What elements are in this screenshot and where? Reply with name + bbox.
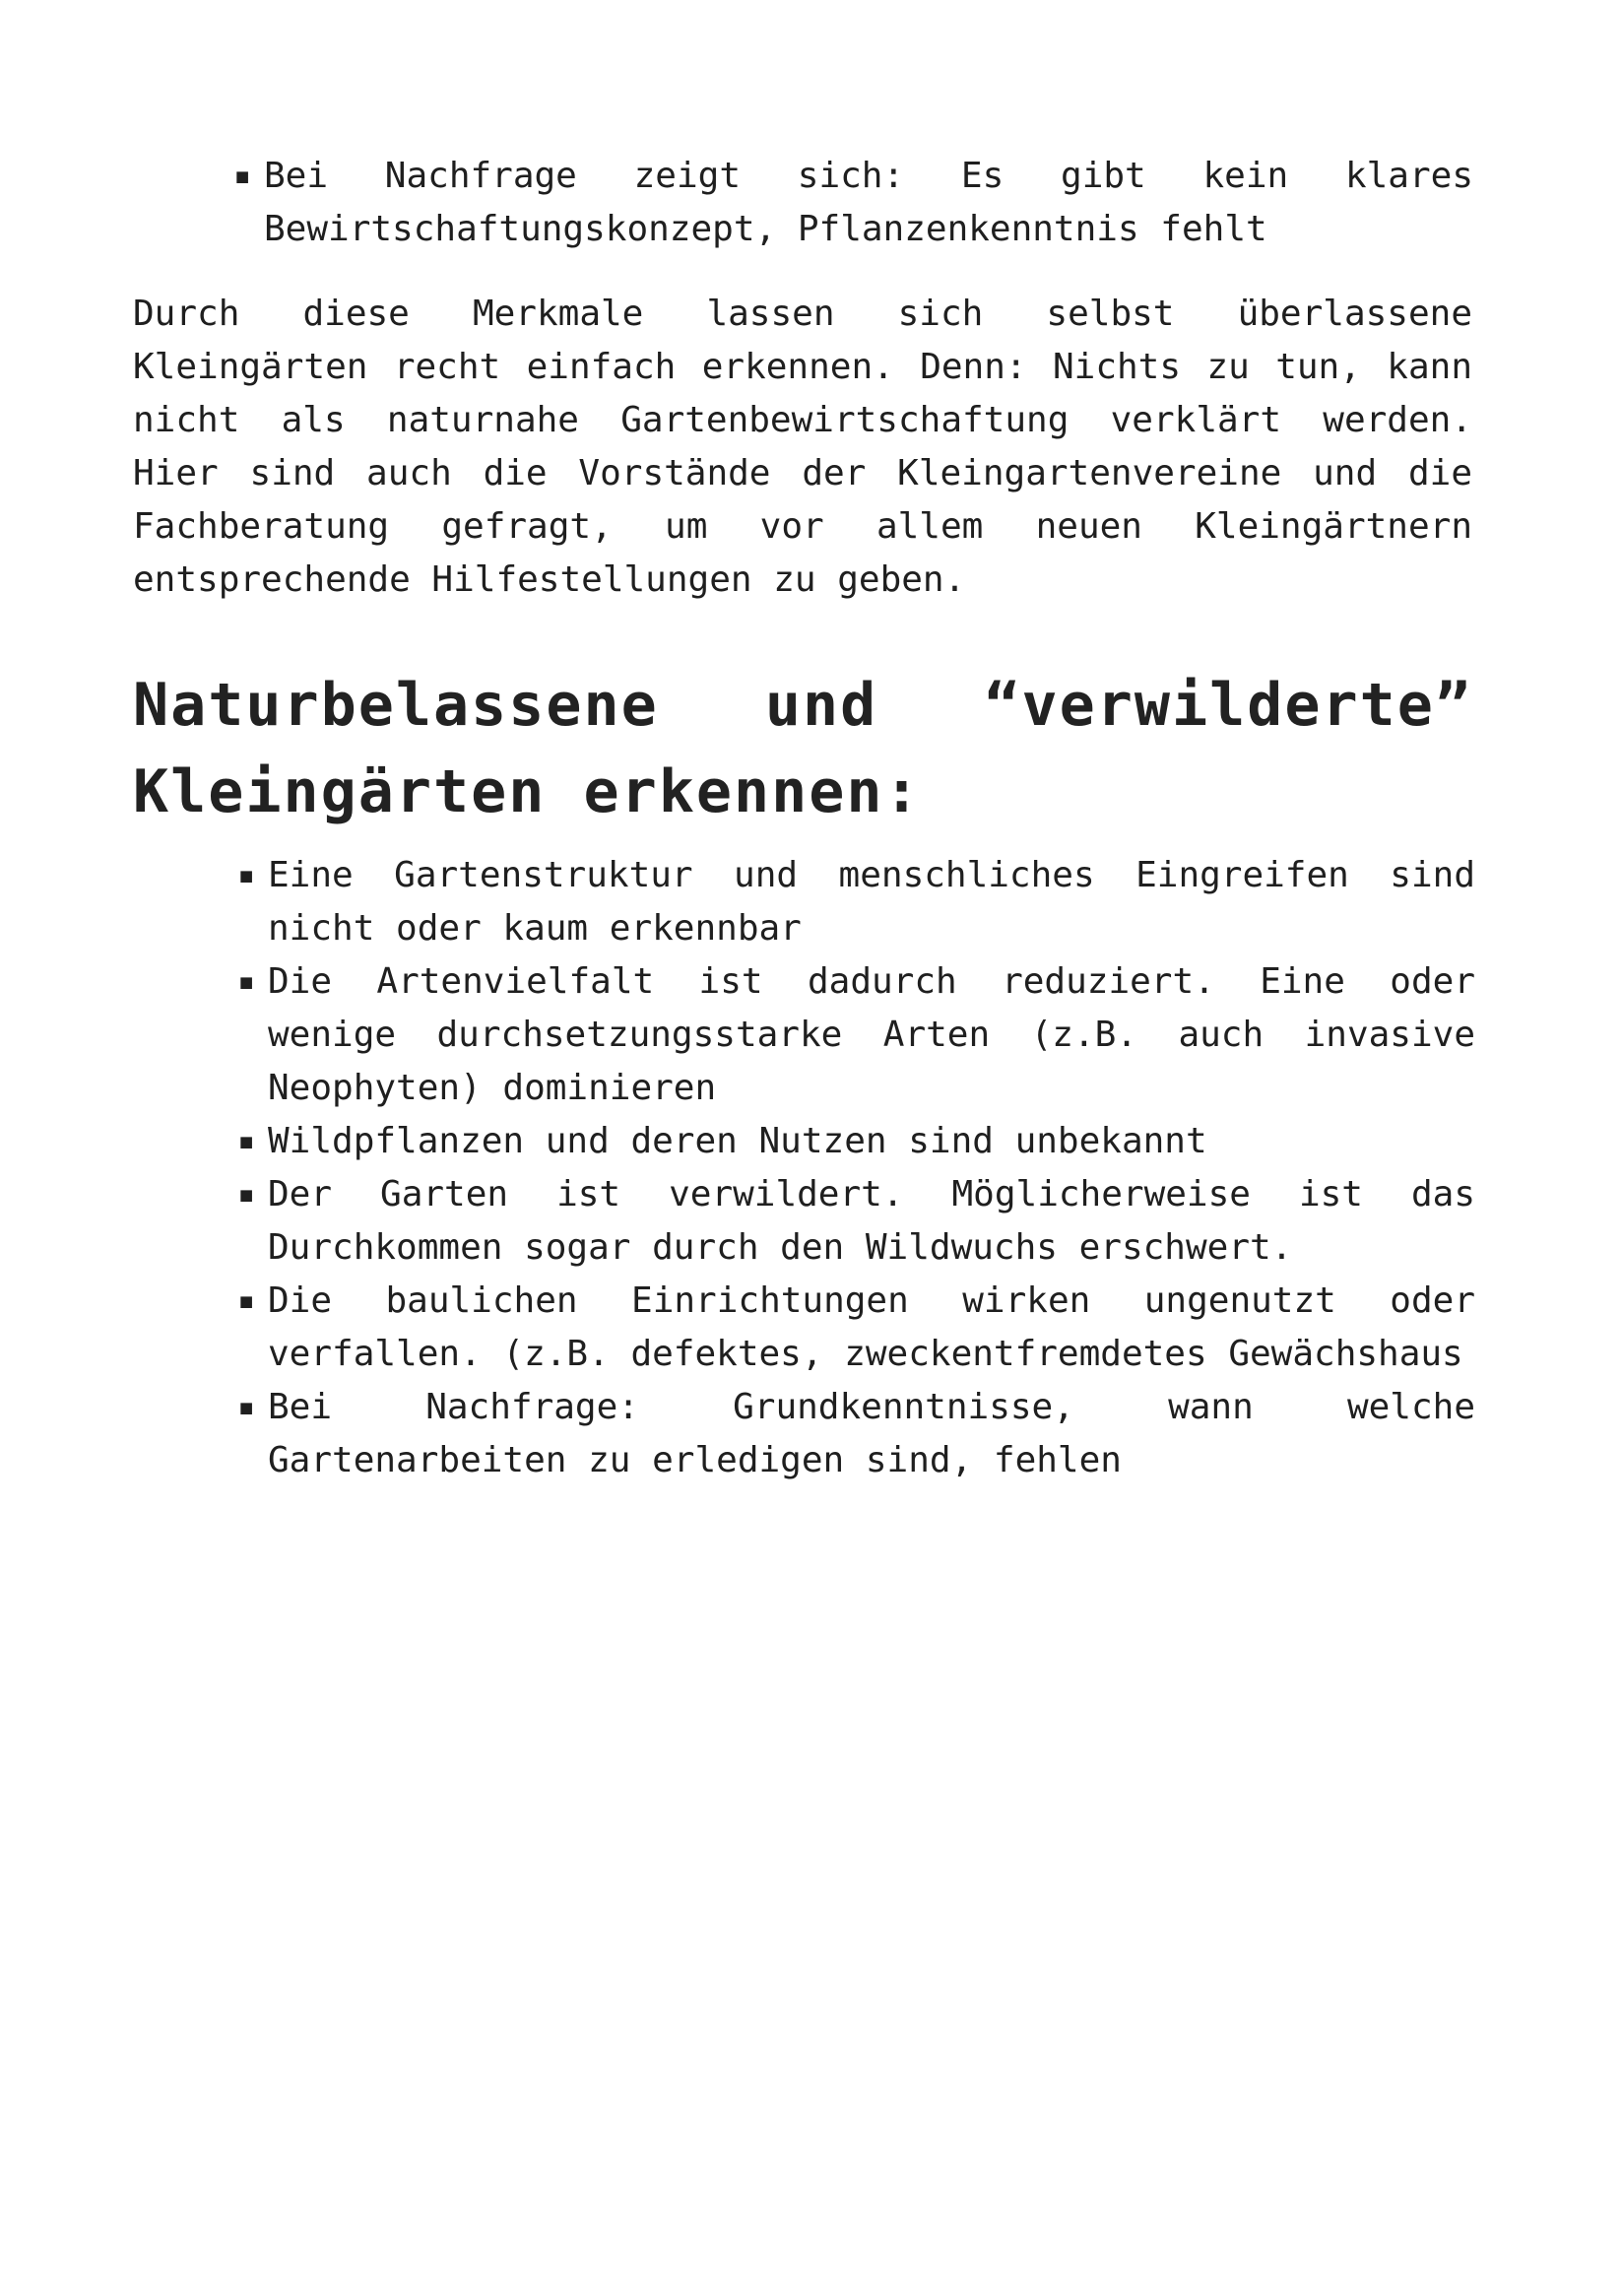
bullet-icon: ▪	[236, 1124, 256, 1158]
bullet-icon: ▪	[236, 1390, 256, 1424]
list-item	[232, 1168, 1475, 1275]
section-heading: Naturbelassene und “verwilderte” Kleingärten erkennen:	[133, 671, 1472, 826]
bullet-icon: ▪	[236, 858, 256, 892]
top-bullet-list	[228, 150, 1473, 256]
list-item	[232, 1381, 1475, 1487]
bullet-icon: ▪	[236, 1177, 256, 1212]
list-item-text: Wildpflanzen und deren Nutzen sind unbekannt	[268, 1121, 1207, 1161]
list-item	[232, 955, 1475, 1115]
list-item	[232, 1115, 1475, 1168]
list-item-text: Bei Nachfrage: Grundkenntnisse, wann welche Gartenarbeiten zu erledigen sind, fehlen	[268, 1387, 1475, 1480]
list-item	[232, 1275, 1475, 1381]
bullet-icon: ▪	[232, 159, 252, 193]
list-item-text: Die baulichen Einrichtungen wirken ungenutzt oder verfallen. (z.B. defektes, zweckentfremdetes Gewächshaus	[268, 1280, 1475, 1374]
list-item-text: Bei Nachfrage zeigt sich: Es gibt kein klares Bewirtschaftungskonzept, Pflanzenkenntnis fehlt	[264, 156, 1473, 249]
list-item-text: Der Garten ist verwildert. Möglicherweise ist das Durchkommen sogar durch den Wildwuchs erschwert.	[268, 1174, 1475, 1268]
main-bullet-list	[232, 849, 1475, 1487]
bullet-icon: ▪	[236, 964, 256, 999]
list-item-text: Eine Gartenstruktur und menschliches Eingreifen sind nicht oder kaum erkennbar	[268, 855, 1475, 949]
list-item	[232, 849, 1475, 955]
list-item-text: Die Artenvielfalt ist dadurch reduziert. Eine oder wenige durchsetzungsstarke Arten (z.B. auch invasive Neophyten) dominieren	[268, 961, 1475, 1108]
body-paragraph: Durch diese Merkmale lassen sich selbst überlassene Kleingärten recht einfach erkennen. Denn: Nichts zu tun, kann nicht als naturnahe Gartenbewirtschaftung verklärt werden. Hier sind auch die Vorstände der Kleingartenvereine und die Fachberatung gefragt, um vor allem neuen Kleingärtnern entsprechende Hilfestellungen zu geben.	[133, 294, 1472, 600]
list-item	[228, 150, 1473, 256]
bullet-icon: ▪	[236, 1283, 256, 1318]
